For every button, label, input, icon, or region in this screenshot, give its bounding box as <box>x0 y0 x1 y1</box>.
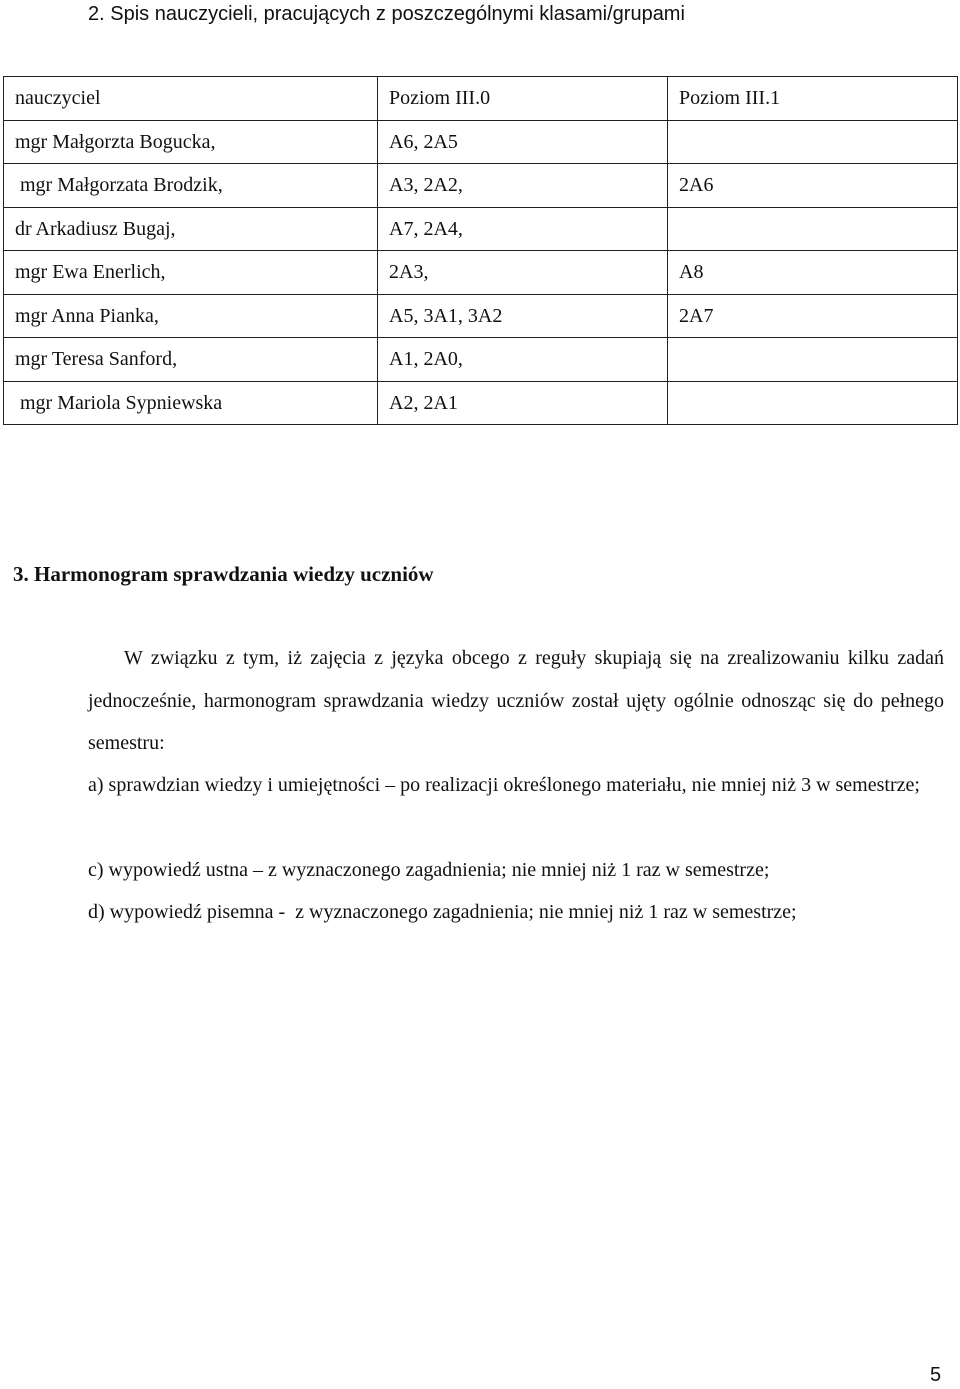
teacher-name: mgr Małgorzta Bogucka, <box>4 120 378 164</box>
section-3-heading: 3. Harmonogram sprawdzania wiedzy uczniów <box>13 562 434 586</box>
level-0-classes: A5, 3A1, 3A2 <box>378 294 668 338</box>
header-level-1: Poziom III.1 <box>668 77 958 121</box>
level-1-classes <box>668 338 958 382</box>
level-0-classes: A2, 2A1 <box>378 381 668 425</box>
table-row <box>4 381 958 425</box>
intro-text: W związku z tym, iż zajęcia z języka obcego z reguły skupiają się na zrealizowaniu kilku zadań jednocześnie, harmonogram sprawdzania wiedzy uczniów został ujęty ogólnie odnosząc się do pełnego semestru: <box>88 647 944 754</box>
table-row <box>4 251 958 295</box>
teacher-name: mgr Anna Pianka, <box>4 294 378 338</box>
level-0-classes: A6, 2A5 <box>378 120 668 164</box>
table-row <box>4 207 958 251</box>
level-1-classes <box>668 120 958 164</box>
teachers-table <box>3 76 958 425</box>
table-row <box>4 120 958 164</box>
header-teacher: nauczyciel <box>4 77 378 121</box>
level-1-classes <box>668 207 958 251</box>
list-item-d: d) wypowiedź pisemna - z wyznaczonego zagadnienia; nie mniej niż 1 raz w semestrze; <box>88 901 797 923</box>
table-row <box>4 164 958 208</box>
table-row <box>4 294 958 338</box>
level-1-classes <box>668 381 958 425</box>
level-1-classes: 2A7 <box>668 294 958 338</box>
list-item-c: c) wypowiedź ustna – z wyznaczonego zagadnienia; nie mniej niż 1 raz w semestrze; <box>88 859 770 881</box>
page-number: 5 <box>930 1364 942 1386</box>
teacher-name: mgr Ewa Enerlich, <box>4 251 378 295</box>
level-0-classes: 2A3, <box>378 251 668 295</box>
list-item-a: a) sprawdzian wiedzy i umiejętności – po realizacji określonego materiału, nie mniej niż 3 w semestrze; <box>88 774 920 796</box>
section-2-heading: 2. Spis nauczycieli, pracujących z poszczególnymi klasami/grupami <box>88 3 685 25</box>
teacher-name: mgr Małgorzata Brodzik, <box>4 164 378 208</box>
level-1-classes: 2A6 <box>668 164 958 208</box>
teacher-name: mgr Mariola Sypniewska <box>4 381 378 425</box>
intro-paragraph <box>88 637 944 765</box>
table-header-row <box>4 77 958 121</box>
level-1-classes: A8 <box>668 251 958 295</box>
table-row <box>4 338 958 382</box>
teacher-name: dr Arkadiusz Bugaj, <box>4 207 378 251</box>
header-level-0: Poziom III.0 <box>378 77 668 121</box>
level-0-classes: A3, 2A2, <box>378 164 668 208</box>
level-0-classes: A7, 2A4, <box>378 207 668 251</box>
teacher-name: mgr Teresa Sanford, <box>4 338 378 382</box>
level-0-classes: A1, 2A0, <box>378 338 668 382</box>
